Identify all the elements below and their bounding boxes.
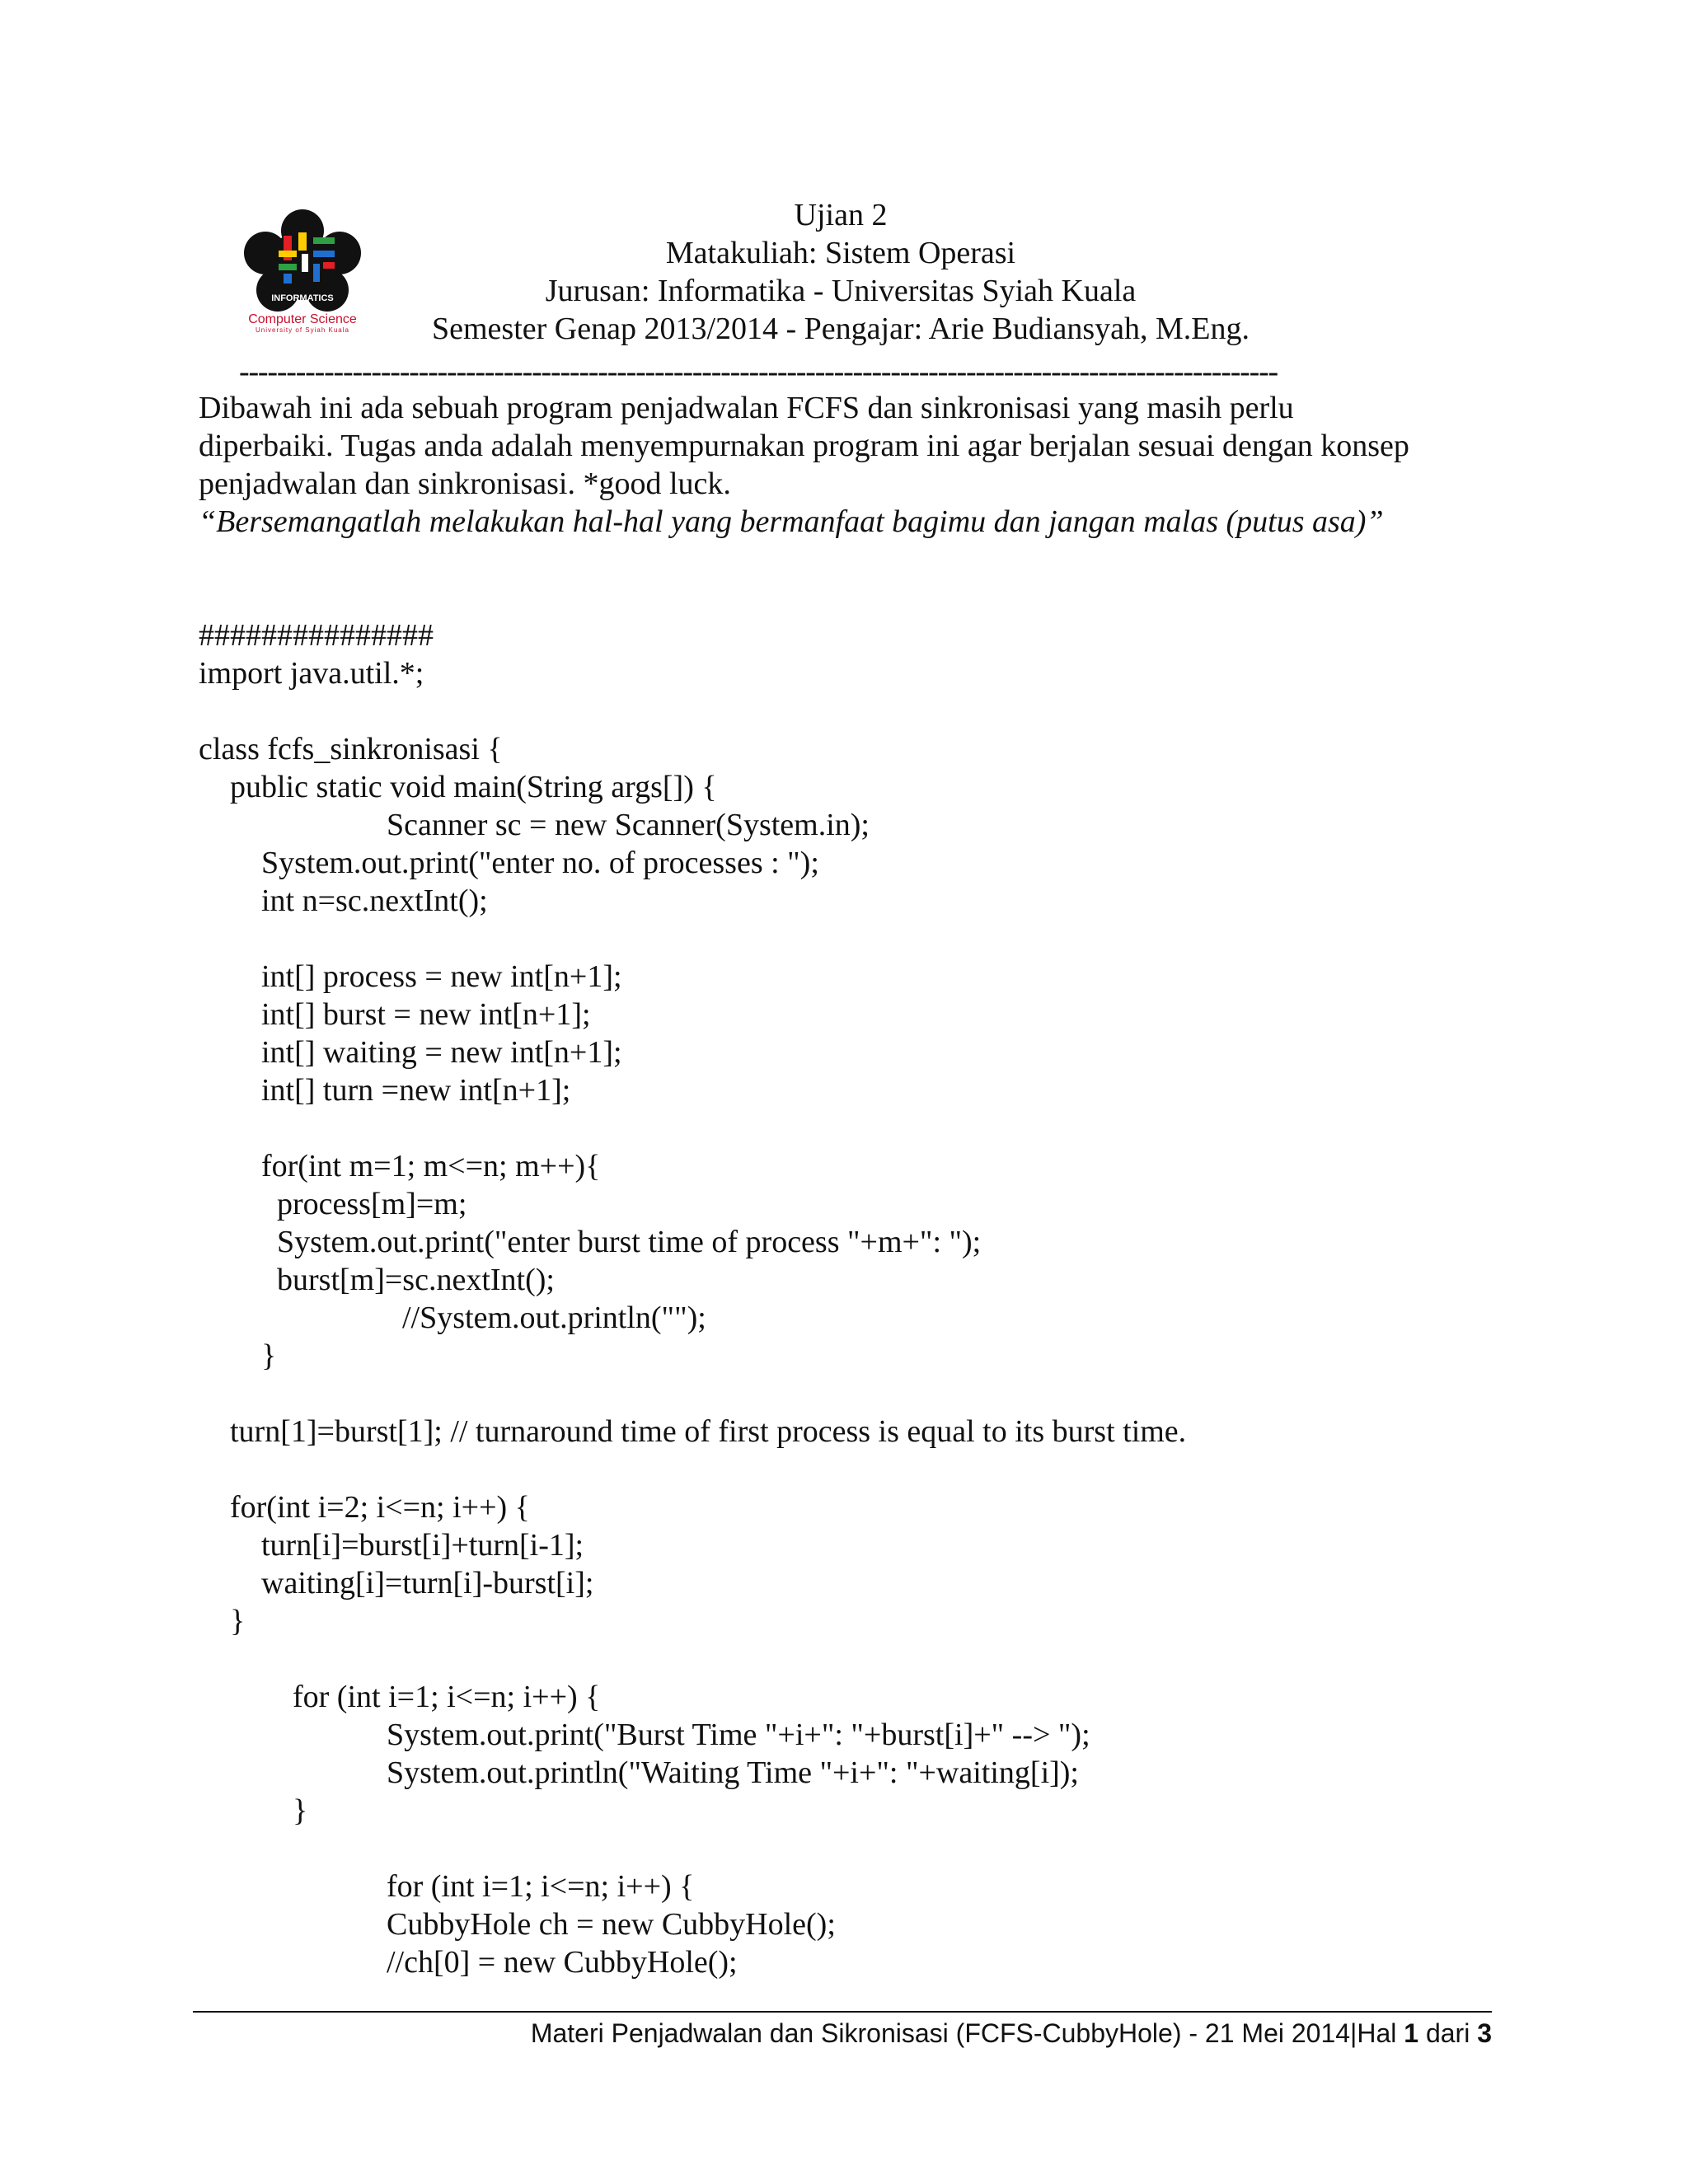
instructions [199,389,1517,541]
code-line: CubbyHole ch = new CubbyHole(); [199,1907,836,1942]
code-line: } [199,1604,246,1638]
header-divider: -------------------------------------------------------------------------------------------------------------- [239,354,1278,389]
logo-caption [232,313,373,334]
code-line: turn[i]=burst[i]+turn[i-1]; [199,1528,584,1563]
instruction-line: diperbaiki. Tugas anda adalah menyempurnakan program ini agar berjalan sesuai dengan konsep [199,429,1409,463]
code-line: Scanner sc = new Scanner(System.in); [199,808,870,842]
code-line: for(int i=2; i<=n; i++) { [199,1490,530,1525]
code-line [199,920,1517,958]
code-line: ############### [199,618,434,653]
instruction-line: penjadwalan dan sinkronisasi. *good luck. [199,466,731,501]
footer-hal-label: Hal [1357,2018,1404,2048]
code-line: int n=sc.nextInt(); [199,883,488,918]
logo-caption-title: Computer Science [248,312,357,326]
code-line: waiting[i]=turn[i]-burst[i]; [199,1566,594,1601]
footer-divider [193,2011,1492,2013]
code-line: class fcfs_sinkronisasi { [199,732,503,766]
exam-title: Ujian 2 [794,198,888,232]
semester-lecturer: Semester Genap 2013/2014 - Pengajar: Arie Budiansyah, M.Eng. [431,312,1250,346]
code-line: //ch[0] = new CubbyHole(); [199,1945,738,1980]
exam-header [387,196,1294,348]
code-line: } [199,1793,308,1828]
code-line: int[] waiting = new int[n+1]; [199,1035,622,1070]
code-line: for(int m=1; m<=n; m++){ [199,1149,601,1183]
code-line: System.out.print("enter burst time of process "+m+": "); [199,1225,982,1259]
code-line [199,1640,1517,1678]
page-total: 3 [1477,2018,1492,2048]
course-name: Matakuliah: Sistem Operasi [665,236,1016,270]
code-line: for (int i=1; i<=n; i++) { [199,1869,695,1904]
code-line [199,1109,1517,1147]
code-line: import java.util.*; [199,656,424,691]
code-line [199,579,1517,616]
code-line: } [199,1338,277,1373]
code-line [199,692,1517,730]
footer-dari-label: dari [1418,2018,1478,2048]
code-line [199,1830,1517,1868]
page-footer [193,2015,1492,2051]
logo-caption-university: University of Syiah Kuala [256,326,349,334]
code-line: burst[m]=sc.nextInt(); [199,1263,555,1297]
code-line: int[] turn =new int[n+1]; [199,1073,571,1108]
code-line: for (int i=1; i<=n; i++) { [199,1680,601,1714]
instruction-line: Dibawah ini ada sebuah program penjadwalan FCFS dan sinkronisasi yang masih perlu [199,391,1294,425]
code-line: System.out.print("enter no. of processes : "); [199,846,819,880]
code-line: System.out.print("Burst Time "+i+": "+burst[i]+" --> "); [199,1718,1090,1752]
footer-separator: | [1350,2018,1357,2048]
code-line: //System.out.println(""); [199,1301,706,1335]
footer-title: Materi Penjadwalan dan Sikronisasi (FCFS-CubbyHole) - 21 Mei 2014 [530,2018,1351,2048]
code-line [199,1451,1517,1488]
motivational-quote: “Bersemangatlah melakukan hal-hal yang bermanfaat bagimu dan jangan malas (putus asa)” [199,504,1384,539]
department: Jurusan: Informatika - Universitas Syiah Kuala [545,274,1137,308]
code-line: System.out.println("Waiting Time "+i+": "+waiting[i]); [199,1755,1079,1790]
code-line: public static void main(String args[]) { [199,770,717,804]
logo-text: INFORMATICS [271,293,334,303]
code-line [199,1375,1517,1413]
code-line: int[] process = new int[n+1]; [199,959,622,994]
code-line: process[m]=m; [199,1187,467,1221]
code-listing [199,579,1517,1981]
code-line: turn[1]=burst[1]; // turnaround time of first process is equal to its burst time. [199,1414,1187,1449]
page-number: 1 [1404,2018,1419,2048]
code-line: int[] burst = new int[n+1]; [199,997,591,1032]
